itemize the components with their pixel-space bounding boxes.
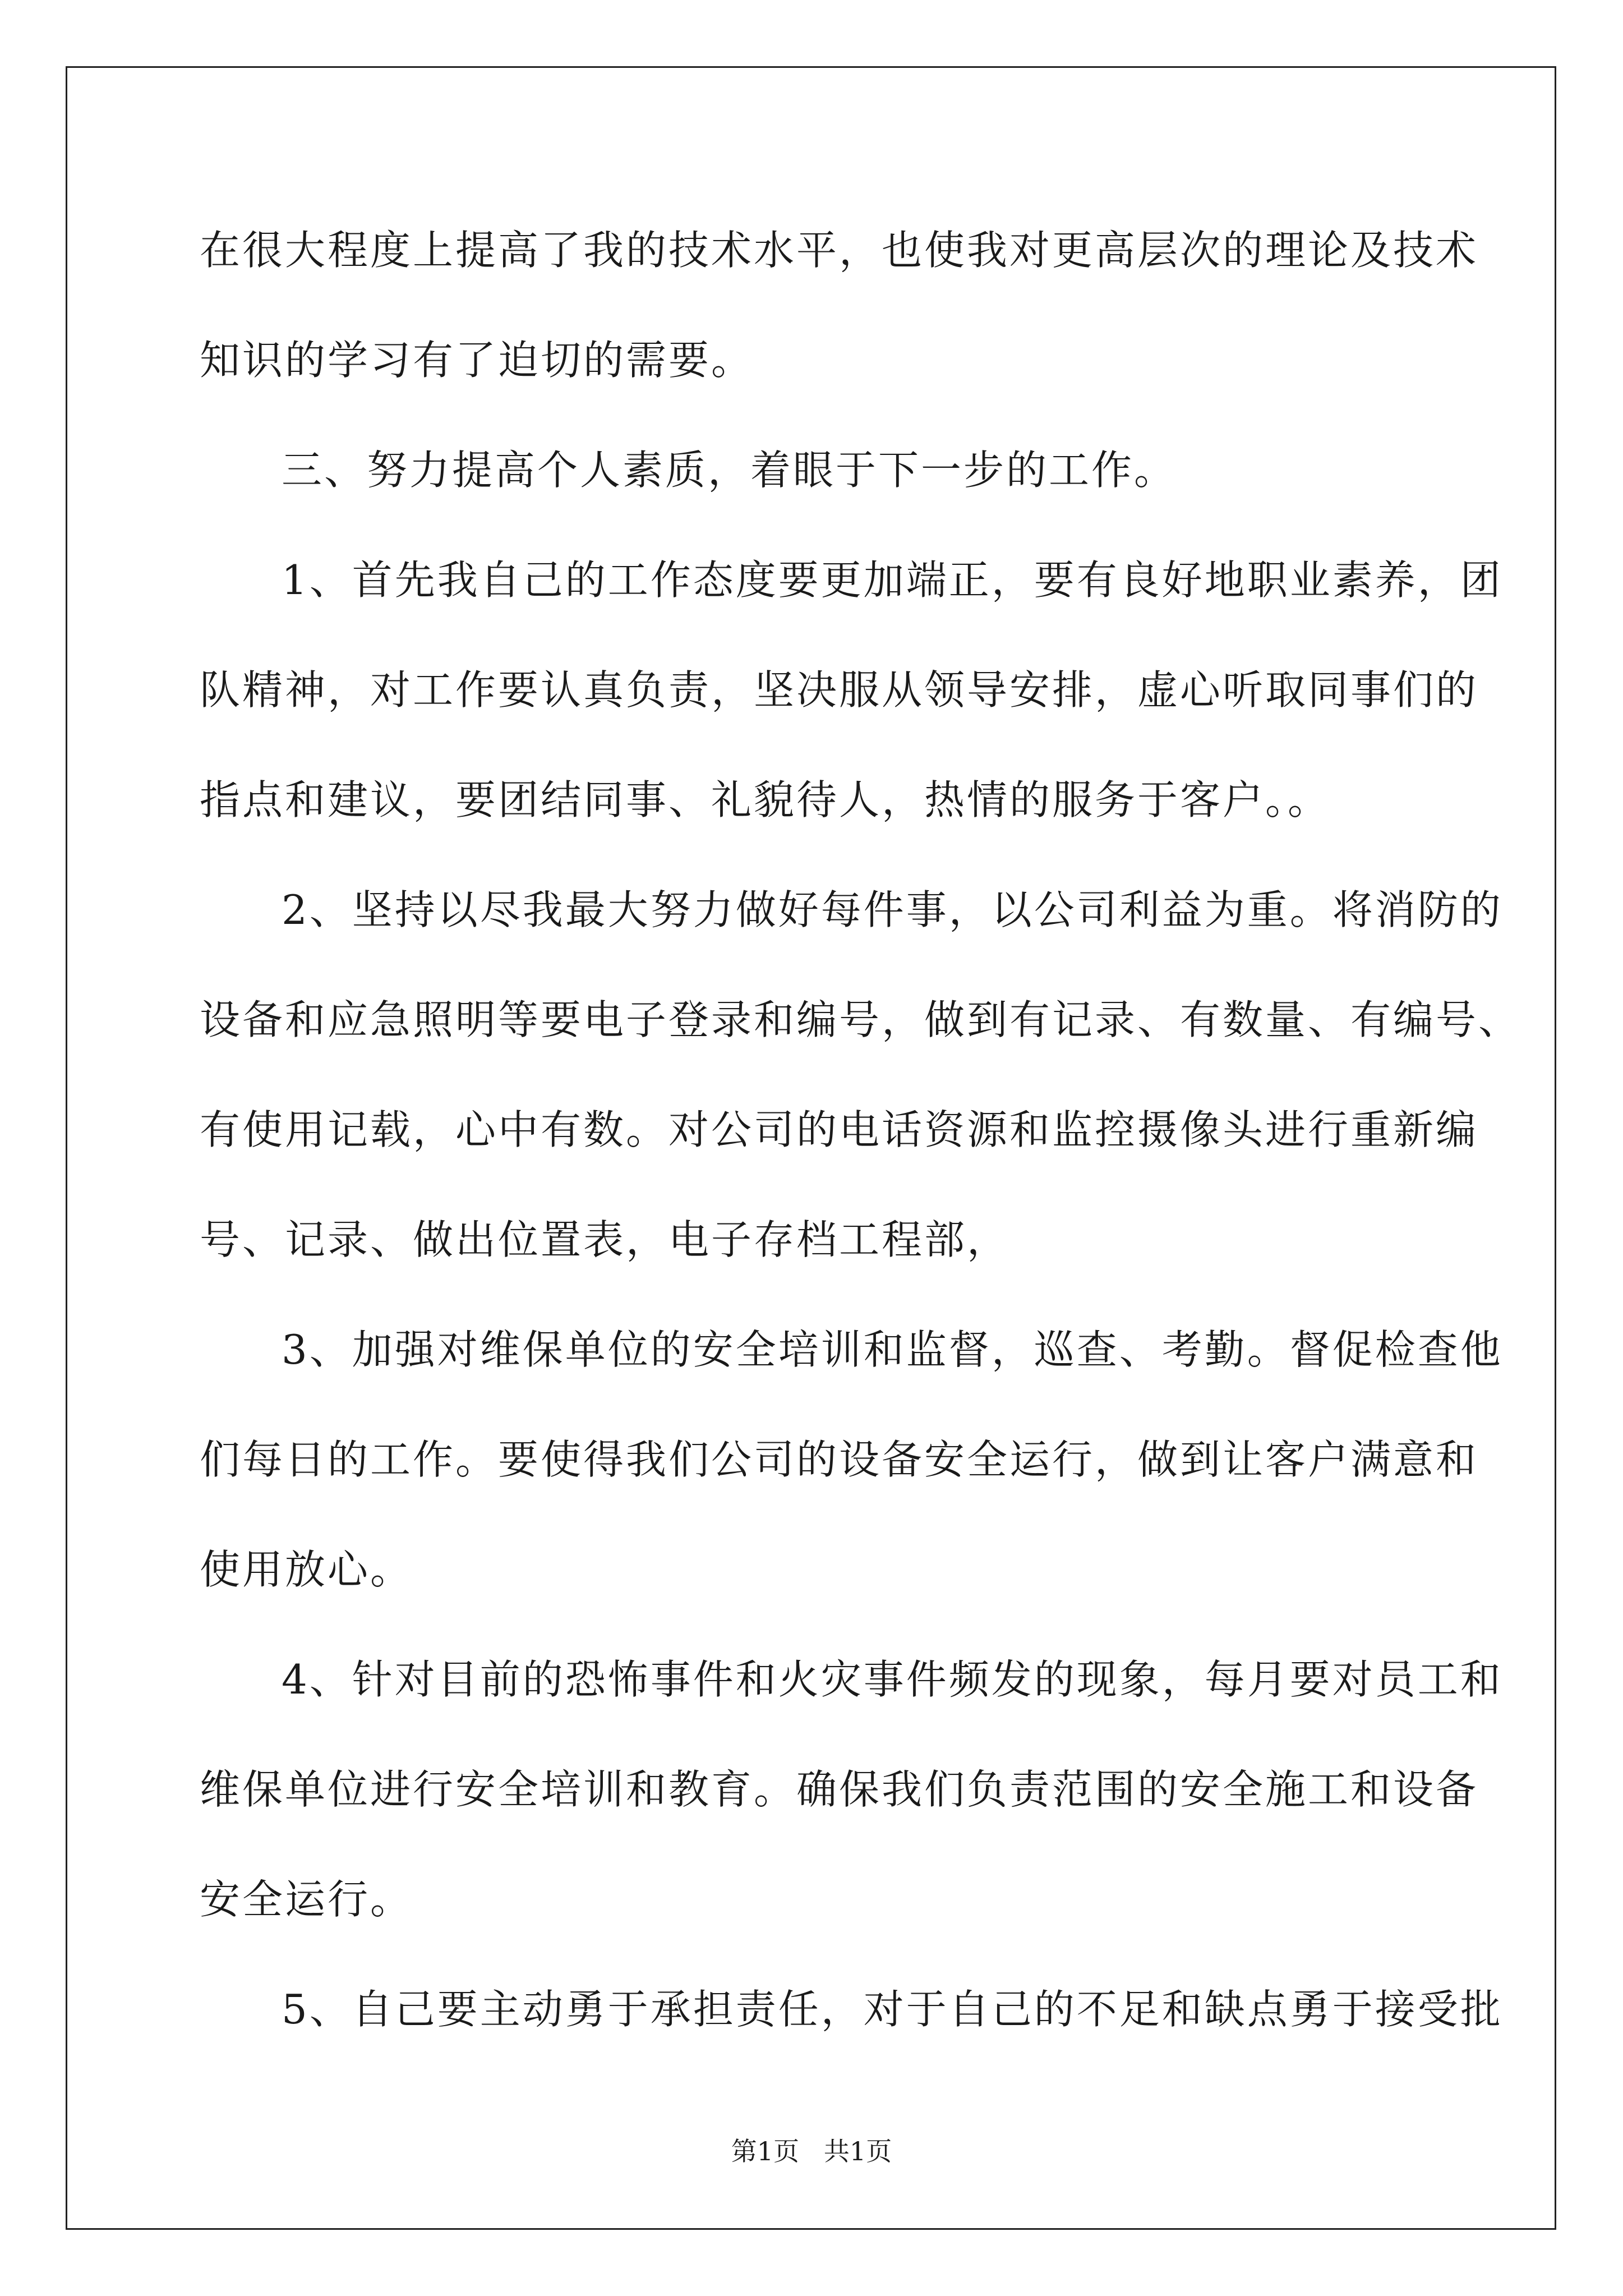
text-line: 在很大程度上提高了我的技术水平，也使我对更高层次的理论及技术 <box>200 227 1479 274</box>
text-line: 队精神，对工作要认真负责，坚决服从领导安排，虚心听取同事们的 <box>200 666 1479 714</box>
text-line: 3、加强对维保单位的安全培训和监督，巡查、考勤。督促检查他 <box>282 1326 1503 1373</box>
text-line: 号、记录、做出位置表，电子存档工程部， <box>200 1216 1010 1263</box>
document-body <box>200 214 1521 2083</box>
text-line: 安全运行。 <box>200 1876 413 1923</box>
text-line: 们每日的工作。要使得我们公司的设备安全运行，做到让客户满意和 <box>200 1436 1479 1483</box>
text-line: 2、坚持以尽我最大努力做好每件事，以公司利益为重。将消防的 <box>282 886 1503 933</box>
text-line: 知识的学习有了迫切的需要。 <box>200 337 754 384</box>
text-line: 使用放心。 <box>200 1546 413 1593</box>
text-line: 设备和应急照明等要电子登录和编号，做到有记录、有数量、有编号、 <box>200 996 1521 1043</box>
section-heading: 三、努力提高个人素质，着眼于下一步的工作。 <box>282 447 1177 494</box>
page-number-footer: 第1页 共1页 <box>731 2136 892 2166</box>
text-line: 有使用记载，心中有数。对公司的电话资源和监控摄像头进行重新编 <box>200 1106 1479 1153</box>
text-line: 维保单位进行安全培训和教育。确保我们负责范围的安全施工和设备 <box>200 1766 1479 1813</box>
text-line: 5、自己要主动勇于承担责任，对于自己的不足和缺点勇于接受批 <box>282 1986 1503 2033</box>
text-line: 1、首先我自己的工作态度要更加端正，要有良好地职业素养，团 <box>282 556 1503 604</box>
text-line: 4、针对目前的恐怖事件和火灾事件频发的现象，每月要对员工和 <box>282 1656 1503 1703</box>
text-line: 指点和建议，要团结同事、礼貌待人，热情的服务于客户。。 <box>200 776 1331 823</box>
